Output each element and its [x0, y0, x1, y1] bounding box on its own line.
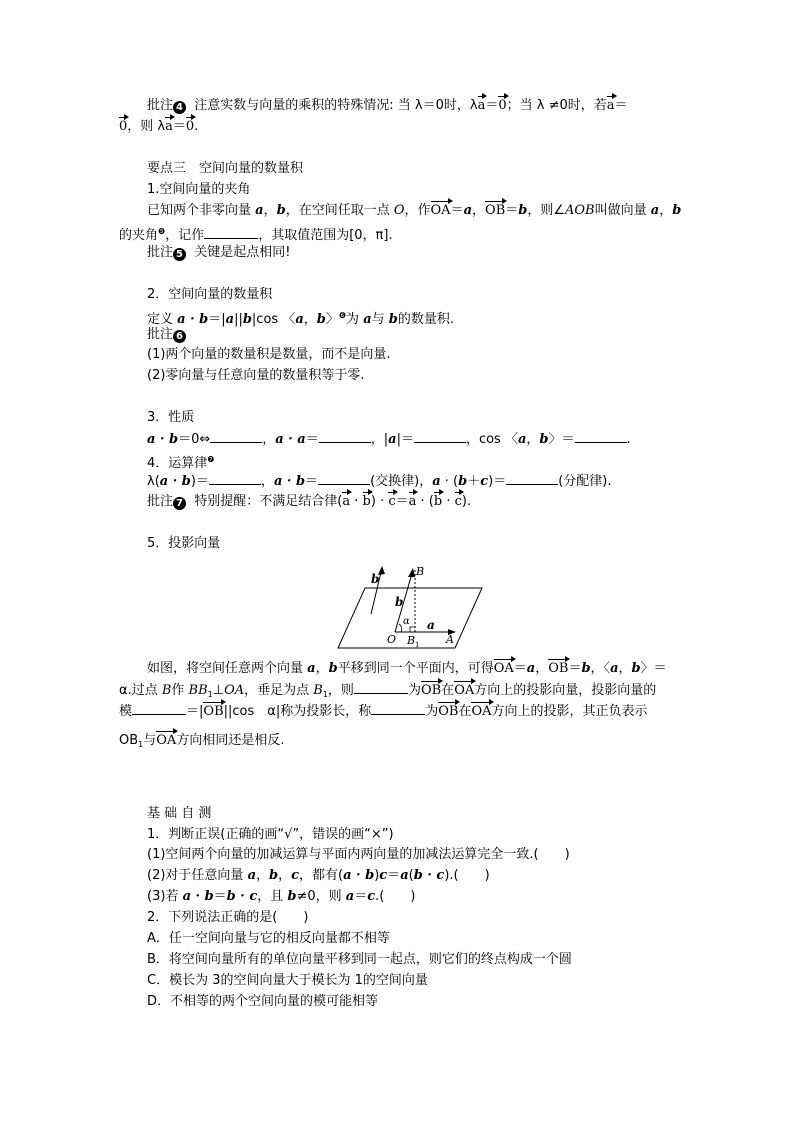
law-line: λ(a · b)＝ ，a · b＝ (交换律)，a · (b＋c)＝ (分配律). — [147, 474, 612, 489]
note4-badge: 4 — [173, 101, 186, 114]
label-b-outside: b — [371, 572, 380, 586]
q2-option-c[interactable]: C．模长为 3的空间向量大于模长为 1的空间向量 — [147, 973, 428, 988]
q2-option-b[interactable]: B．将空间向量所有的单位向量平移到同一起点，则它们的终点构成一个圆 — [147, 952, 572, 967]
q1-item3: (3)若 a · b＝b · c，且 b≠0，则 a＝c.( ) — [147, 889, 416, 904]
note7: 批注 7 特别提醒：不满足结合律(a · b) · c＝a · (b · c). — [147, 494, 472, 509]
note4-line1: 批注 4 注意实数与向量的乘积的特殊情况: 当 λ＝0时，λa＝0；当 λ ≠0时，若a＝ — [147, 98, 628, 113]
q1-item2: (2)对于任意向量 a，b，c，都有(a · b)c＝a(b · c).( ) — [147, 868, 490, 883]
prop-blank-4[interactable] — [575, 430, 627, 443]
law-blank-1[interactable] — [209, 472, 261, 485]
prop-blank-2[interactable] — [319, 430, 371, 443]
q1-item1: (1)空间两个向量的加减运算与平面内两向量的加减法运算完全一致.( ) — [147, 847, 570, 862]
label-B1-sub: 1 — [415, 641, 420, 649]
law-title: 4．运算律$^❼$ — [147, 455, 215, 471]
proj-text-line3: 模 ＝|OB||cos α|称为投影长，称 为OB在OA方向上的投影，其正负表示 — [119, 704, 648, 719]
right-angle-mark — [410, 627, 415, 632]
prop-blank-1[interactable] — [210, 430, 262, 443]
law-blank-3[interactable] — [506, 472, 558, 485]
angle-def-line1: 已知两个非零向量 a，b，在空间任取一点 O，作OA＝a，OB＝b，则∠AOB叫做向量 a，b — [147, 203, 682, 218]
note6-item1: (1)两个向量的数量积是数量，而不是向量. — [147, 347, 391, 362]
label-b-inside: b — [395, 595, 404, 609]
angle-arc — [399, 624, 402, 632]
prop-blank-3[interactable] — [414, 430, 466, 443]
q2-option-d[interactable]: D．不相等的两个空间向量的模可能相等 — [147, 994, 379, 1009]
label-A: A — [446, 633, 454, 646]
note6-badge: 6 — [173, 330, 186, 343]
q2-stem: 2．下列说法正确的是( ) — [147, 910, 309, 925]
proj-title: 5．投影向量 — [147, 536, 221, 551]
dot-title: 2．空间向量的数量积 — [147, 287, 273, 302]
angle-title: 1.空间向量的夹角 — [147, 182, 251, 197]
angle-notation-blank[interactable] — [204, 226, 258, 239]
label-B1: B — [407, 634, 416, 647]
self-test-title: 基 础 自 测 — [147, 806, 212, 821]
note4-line2: 0，则 λa＝0. — [119, 119, 199, 134]
law-blank-2[interactable] — [318, 472, 370, 485]
section3-title: 要点三 空间向量的数量积 — [147, 161, 304, 176]
projection-figure — [335, 562, 485, 654]
note5-badge: 5 — [173, 248, 186, 261]
q2-option-a[interactable]: A．任一空间向量与它的相反向量都不相等 — [147, 931, 390, 946]
label-O: O — [387, 633, 397, 646]
proj-text-line2: α.过点 B作 $BB_1\perp OA$，垂足为点 $B_1$，则 为OB在OA方向上的投影向量，投影向量的 — [119, 683, 657, 699]
label-a: a — [427, 618, 435, 632]
proj-text-line1: 如图，将空间任意两个向量 a，b平移到同一个平面内，可得OA＝a，OB＝b，〈a，b〉＝ — [147, 661, 667, 676]
note7-badge: 7 — [173, 497, 186, 510]
note5: 批注 5 关键是起点相同! — [147, 245, 291, 260]
note6-label: 批注 6 — [147, 326, 186, 344]
note6-item2: (2)零向量与任意向量的数量积等于零. — [147, 368, 365, 383]
q1-stem: 1．判断正误(正确的画“√”，错误的画“×”) — [147, 827, 394, 842]
prop-line: a · b＝0⇔ ，a · a＝ ，|a|＝ ，cos 〈a，b〉＝ . — [147, 432, 631, 447]
angle-def-line2: 的夹角$^❺$，记作 ，其取值范围为[0，π]. — [119, 227, 393, 243]
label-alpha: α — [403, 616, 410, 627]
proj-vector-blank[interactable] — [354, 681, 408, 694]
proj-text-line4: $OB_1$与OA方向相同还是相反. — [119, 733, 285, 749]
dot-def: 定义 a · b＝|a||b|cos 〈a，b〉$^❻$为 a与 b的数量积. — [147, 311, 454, 327]
label-B: B — [416, 565, 425, 578]
proj-projection-blank[interactable] — [371, 702, 425, 715]
proj-modulus-blank[interactable] — [132, 702, 186, 715]
prop-title: 3．性质 — [147, 410, 195, 425]
vector-OB-arrow — [408, 568, 415, 577]
